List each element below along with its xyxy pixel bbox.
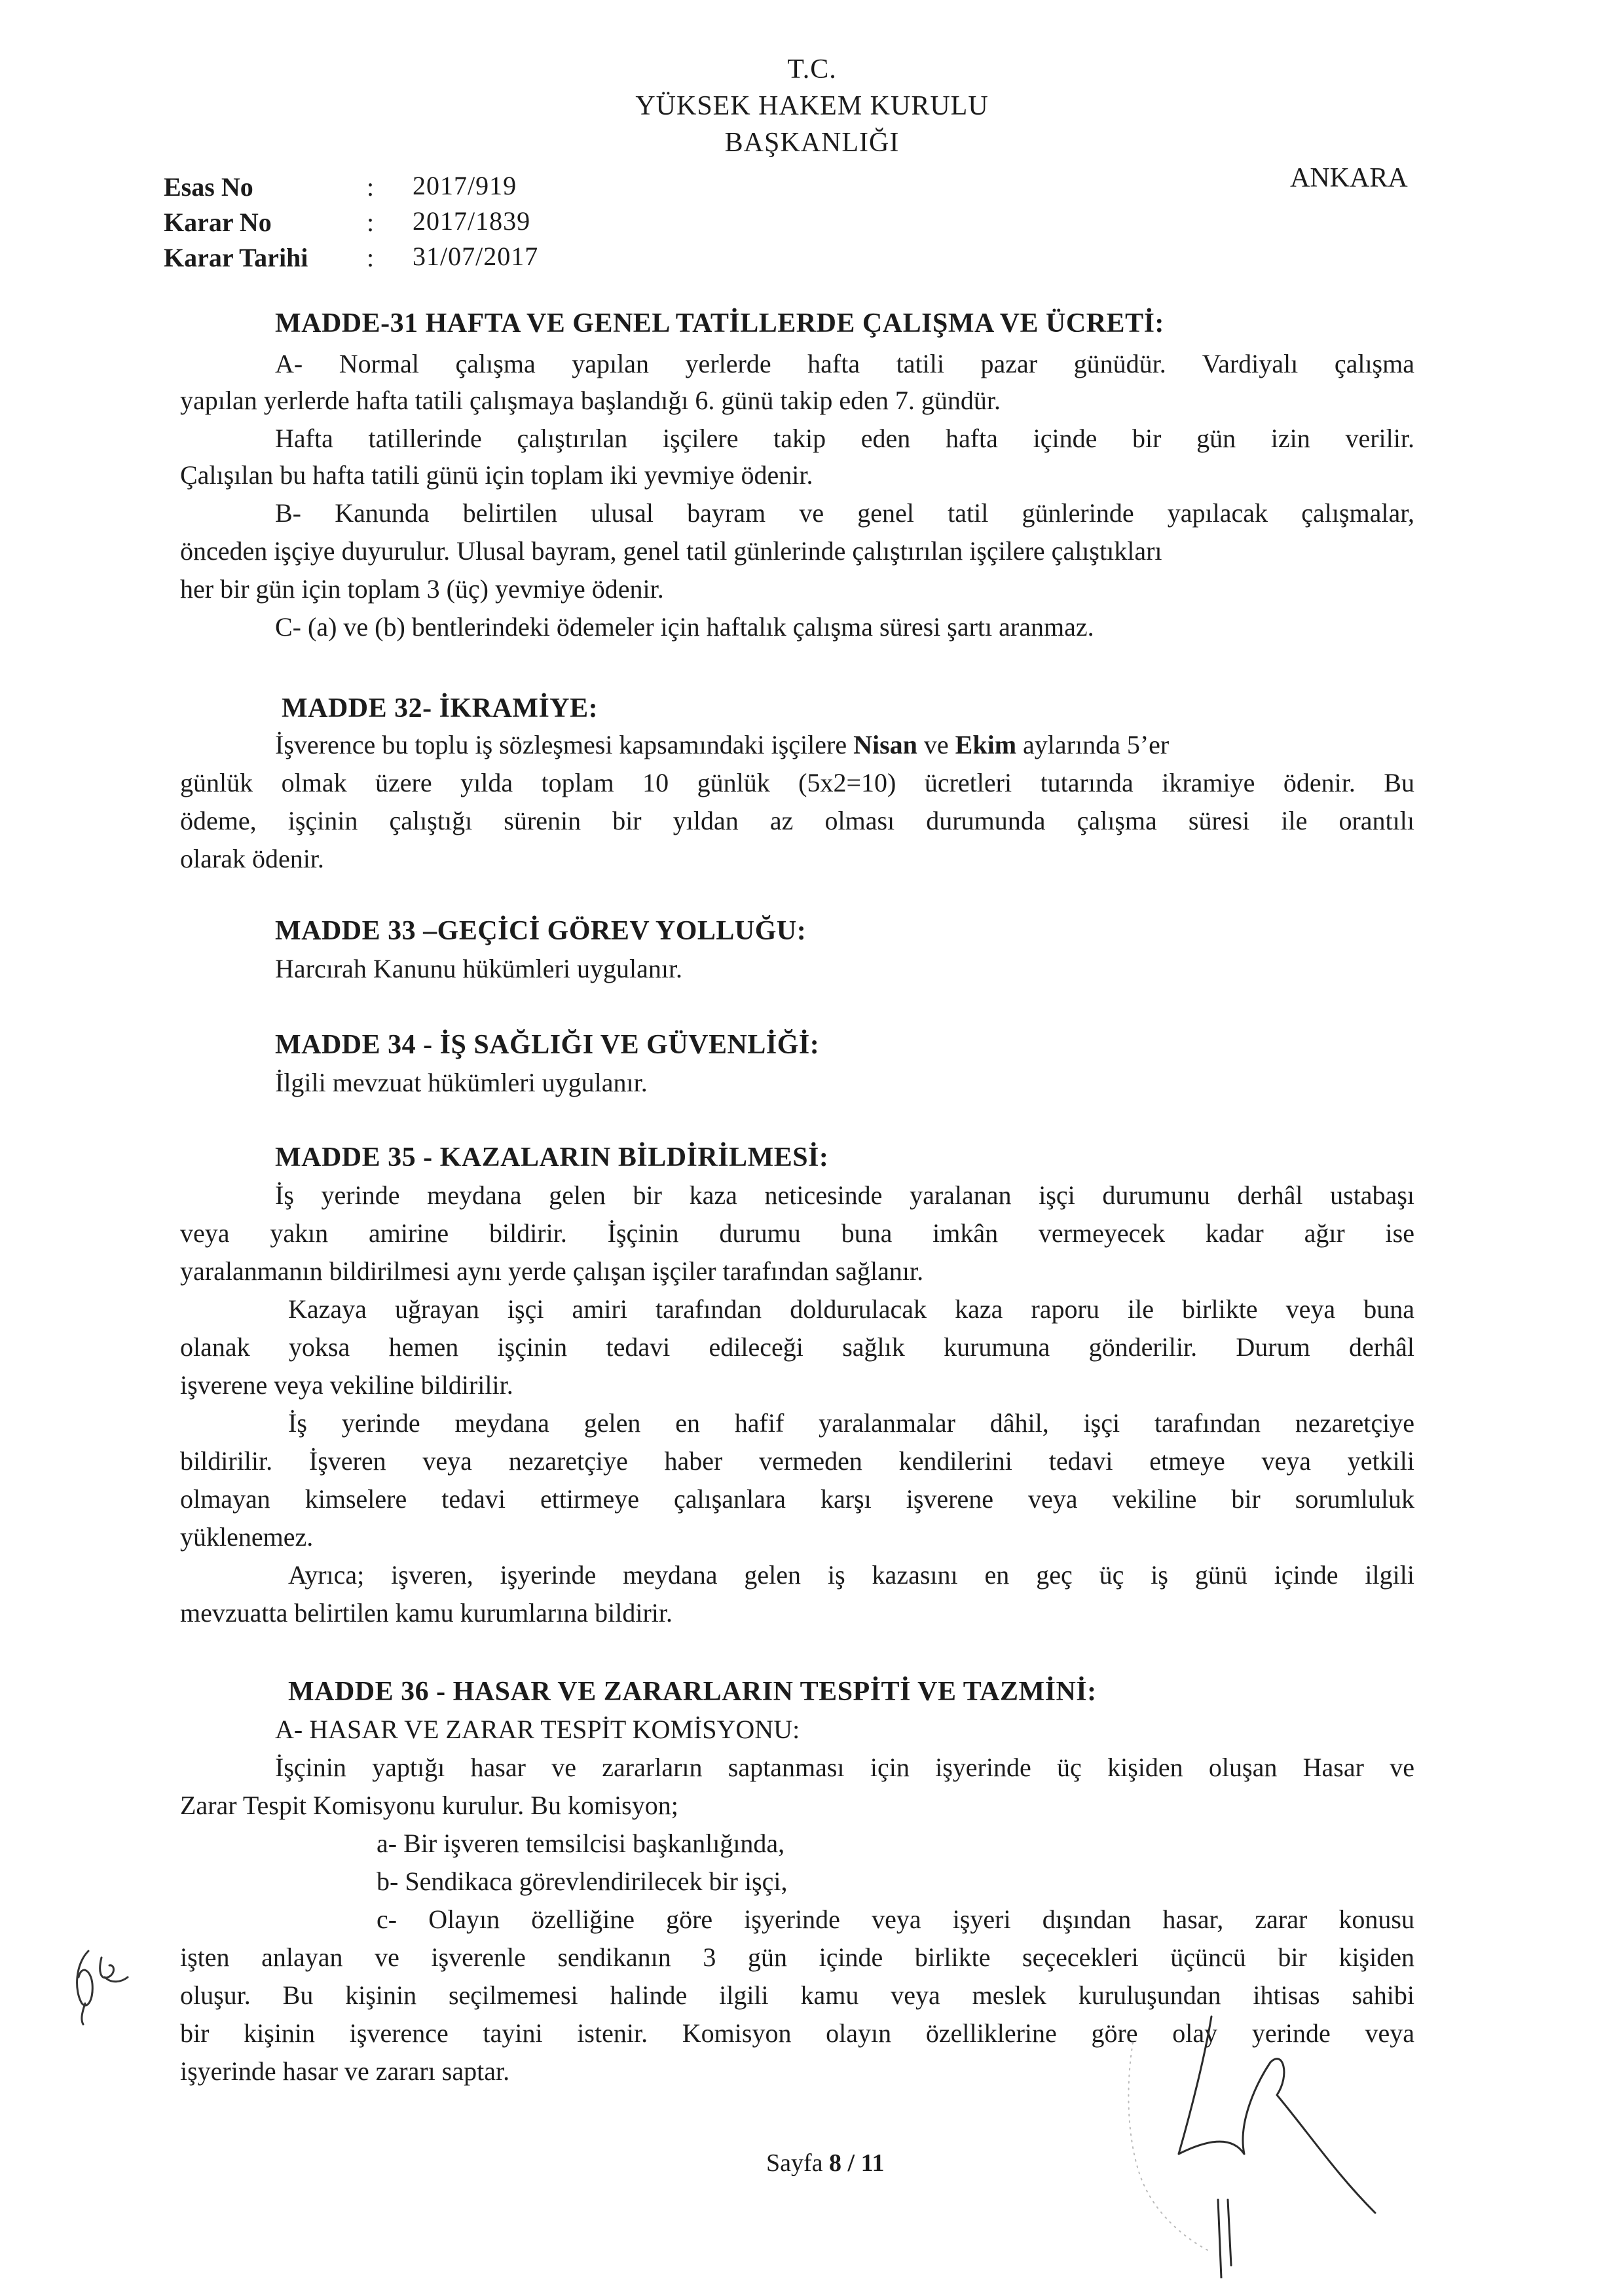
- madde31-line: her bir gün için toplam 3 (üç) yevmiye ödenir.: [180, 574, 664, 604]
- madde35-line: İş yerinde meydana gelen en hafif yaralanmalar dâhil, işçi tarafından nezaretçiye: [288, 1408, 1414, 1438]
- madde32-line: olarak ödenir.: [180, 844, 324, 873]
- page-current: 8: [829, 2149, 842, 2177]
- madde31-line: Çalışılan bu hafta tatili günü için toplam iki yevmiye ödenir.: [180, 460, 813, 490]
- madde35-line: mevzuatta belirtilen kamu kurumlarına bildirir.: [180, 1598, 673, 1628]
- madde36-line: oluşur. Bu kişinin seçilmemesi halinde ilgili kamu veya meslek kuruluşundan ihtisas sahibi: [180, 1980, 1414, 2010]
- madde31-line: C- (a) ve (b) bentlerindeki ödemeler için haftalık çalışma süresi şartı aranmaz.: [275, 612, 1094, 642]
- madde31-line: B- Kanunda belirtilen ulusal bayram ve genel tatil günlerinde yapılacak çalışmalar,: [275, 498, 1414, 528]
- madde36-line: bir kişinin işverence tayini istenir. Komisyon olayın özelliklerine göre olay yerinde veya: [180, 2018, 1414, 2048]
- madde32-line: günlük olmak üzere yılda toplam 10 günlük (5x2=10) ücretleri tutarında ikramiye ödenir. Bu: [180, 768, 1414, 797]
- madde32-ekim: Ekim: [955, 730, 1017, 759]
- madde31-line: A- Normal çalışma yapılan yerlerde hafta tatili pazar günüdür. Vardiyalı çalışma: [275, 349, 1414, 378]
- madde35-line: yüklenemez.: [180, 1522, 314, 1552]
- madde35-line: İş yerinde meydana gelen bir kaza neticesinde yaralanan işçi durumunu derhâl ustabaşı: [275, 1180, 1414, 1210]
- madde36-line: işyerinde hasar ve zararı saptar.: [180, 2056, 510, 2086]
- karar-value: 2017/1839: [413, 206, 531, 236]
- tarih-value: 31/07/2017: [413, 242, 539, 271]
- madde35-line: işverene veya vekiline bildirilir.: [180, 1370, 513, 1400]
- madde34-line: İlgili mevzuat hükümleri uygulanır.: [275, 1068, 648, 1097]
- madde35-line: Kazaya uğrayan işçi amiri tarafından doldurulacak kaza raporu ile birlikte veya buna: [288, 1294, 1414, 1324]
- esas-label: Esas No: [164, 172, 253, 202]
- madde33-line: Harcırah Kanunu hükümleri uygulanır.: [275, 954, 683, 983]
- madde36-line: b- Sendikaca görevlendirilecek bir işçi,: [377, 1867, 788, 1896]
- madde35-line: yaralanmanın bildirilmesi aynı yerde çalışan işçiler tarafından sağlanır.: [180, 1256, 924, 1286]
- madde35-line: Ayrıca; işveren, işyerinde meydana gelen iş kazasını en geç üç iş günü içinde ilgili: [288, 1560, 1414, 1590]
- madde32-line-first-b: aylarında 5’er: [1016, 730, 1170, 759]
- madde36-line: İşçinin yaptığı hasar ve zararların saptanması için işyerinde üç kişiden oluşan Hasar ve: [275, 1753, 1414, 1782]
- madde36-title: MADDE 36 - HASAR VE ZARARLARIN TESPİTİ VE TAZMİNİ:: [288, 1677, 1097, 1707]
- madde36-line: a- Bir işveren temsilcisi başkanlığında,: [377, 1829, 785, 1858]
- tarih-label: Karar Tarihi: [164, 243, 308, 272]
- madde32-title: MADDE 32- İKRAMİYE:: [282, 693, 599, 723]
- initials-signature: [62, 1938, 141, 2030]
- signature: [1113, 2003, 1388, 2278]
- page-sep: /: [841, 2149, 861, 2177]
- madde35-line: bildirilir. İşveren veya nezaretçiye haber vermeden kendilerini tedavi etmeye veya yetkili: [180, 1446, 1414, 1476]
- madde32-ve: ve: [917, 730, 955, 759]
- header-city: ANKARA: [1290, 163, 1408, 193]
- tarih-colon: :: [367, 243, 375, 272]
- esas-colon: :: [367, 172, 375, 202]
- madde31-line: önceden işçiye duyurulur. Ulusal bayram, genel tatil günlerinde çalıştırılan işçilere çalıştıkları: [180, 536, 1162, 566]
- madde36-subtitle: A- HASAR VE ZARAR TESPİT KOMİSYONU:: [275, 1715, 800, 1744]
- madde35-line: olanak yoksa hemen işçinin tedavi edileceği sağlık kurumuna gönderilir. Durum derhâl: [180, 1332, 1414, 1362]
- header-office: BAŞKANLIĞI: [724, 128, 900, 158]
- madde31-line: yapılan yerlerde hafta tatili çalışmaya başlandığı 6. günü takip eden 7. gündür.: [180, 386, 1001, 415]
- madde34-title: MADDE 34 - İŞ SAĞLIĞI VE GÜVENLİĞİ:: [275, 1030, 820, 1060]
- madde35-line: olmayan kimselere tedavi ettirmeye çalışanlara karşı işverene veya vekiline bir sorumluluk: [180, 1484, 1414, 1514]
- madde32-line: ödeme, işçinin çalıştığı sürenin bir yıldan az olması durumunda çalışma süresi ile orantılı: [180, 806, 1414, 835]
- header-tc: T.C.: [787, 54, 837, 84]
- page-number: [766, 2149, 885, 2178]
- page-label: Sayfa: [766, 2149, 830, 2177]
- madde36-line: c- Olayın özelliğine göre işyerinde veya işyeri dışından hasar, zarar konusu: [377, 1904, 1414, 1934]
- karar-label: Karar No: [164, 208, 272, 237]
- esas-value: 2017/919: [413, 171, 517, 200]
- madde35-line: veya yakın amirine bildirir. İşçinin durumu buna imkân vermeyecek kadar ağır ise: [180, 1218, 1414, 1248]
- header-institution: YÜKSEK HAKEM KURULU: [635, 91, 989, 121]
- madde36-line: işten anlayan ve işverenle sendikanın 3 gün içinde birlikte seçecekleri üçüncü bir kişiden: [180, 1942, 1414, 1972]
- madde36-line: Zarar Tespit Komisyonu kurulur. Bu komisyon;: [180, 1791, 678, 1820]
- madde35-title: MADDE 35 - KAZALARIN BİLDİRİLMESİ:: [275, 1142, 829, 1173]
- page-total: 11: [860, 2149, 885, 2177]
- madde31-title: MADDE-31 HAFTA VE GENEL TATİLLERDE ÇALIŞMA VE ÜCRETİ:: [275, 308, 1164, 338]
- madde32-line-first-a: İşverence bu toplu iş sözleşmesi kapsamındaki işçilere: [275, 730, 854, 759]
- madde32-line-first: [275, 729, 1169, 760]
- madde31-line: Hafta tatillerinde çalıştırılan işçilere takip eden hafta içinde bir gün izin verilir.: [275, 424, 1414, 453]
- madde33-title: MADDE 33 –GEÇİCİ GÖREV YOLLUĞU:: [275, 916, 807, 946]
- madde32-nisan: Nisan: [853, 730, 917, 759]
- karar-colon: :: [367, 208, 375, 237]
